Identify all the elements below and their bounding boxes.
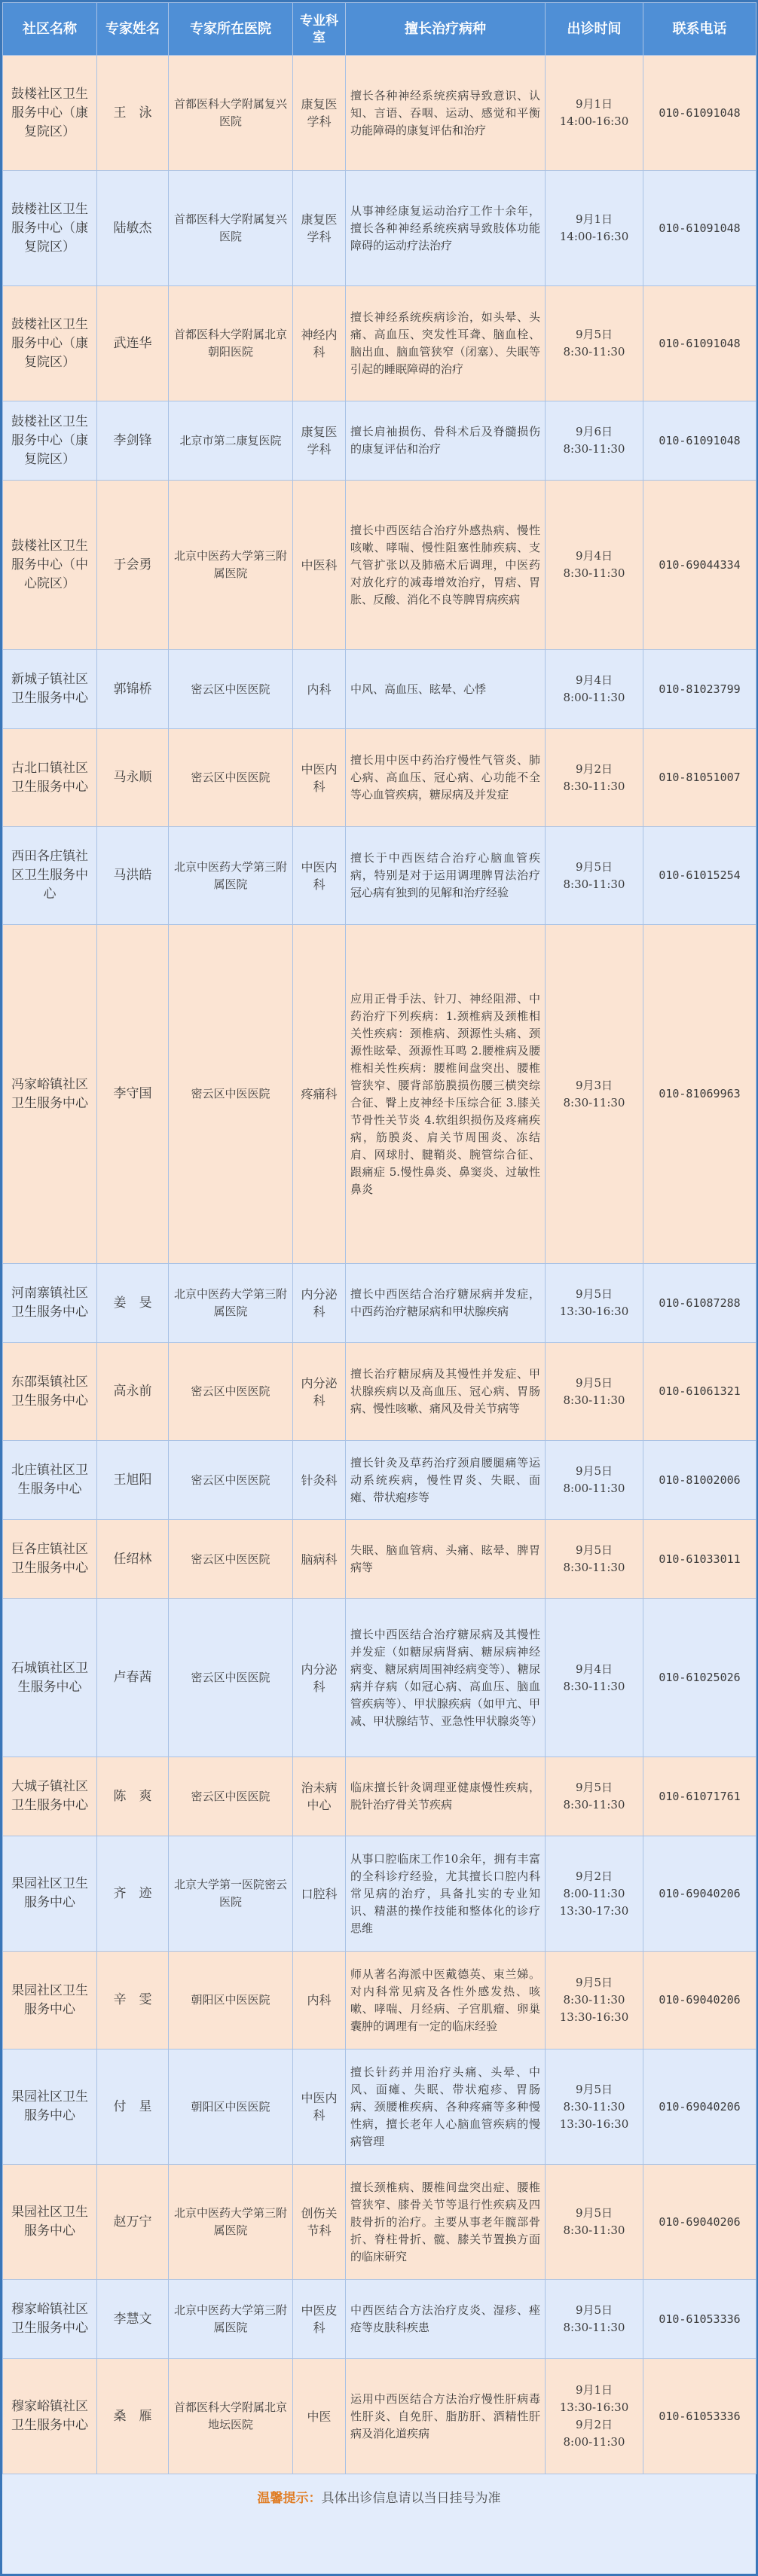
table-row [3, 1952, 756, 2050]
community-cell: 穆家峪镇社区卫生服务中心 [3, 2280, 97, 2359]
phone-cell: 010-81023799 [643, 650, 756, 729]
phone-cell: 010-61091048 [643, 171, 756, 286]
hospital-cell: 北京中医药大学第三附属医院 [169, 2280, 293, 2359]
expert-name-cell: 陈 爽 [97, 1757, 169, 1836]
clinic-time-cell: 9月5日 13:30-16:30 [546, 1264, 643, 1343]
community-cell: 古北口镇社区卫生服务中心 [3, 729, 97, 827]
clinic-time-cell: 9月3日 8:30-11:30 [546, 925, 643, 1264]
tip-text: 具体出诊信息请以当日挂号为准 [321, 2491, 501, 2506]
clinic-time-cell: 9月6日 8:30-11:30 [546, 401, 643, 481]
expert-schedule-table [2, 2, 756, 2474]
department-cell: 针灸科 [293, 1441, 346, 1520]
table-row [3, 481, 756, 650]
header-hospital: 专家所在医院 [169, 3, 293, 56]
clinic-time-cell: 9月5日 8:30-11:30 [546, 286, 643, 401]
hospital-cell: 北京中医药大学第三附属医院 [169, 827, 293, 925]
expert-name-cell: 卢春茜 [97, 1599, 169, 1757]
hospital-cell: 北京大学第一医院密云医院 [169, 1836, 293, 1952]
specialty-cell: 擅长肩袖损伤、骨科术后及脊髓损伤的康复评估和治疗 [346, 401, 546, 481]
community-cell: 新城子镇社区卫生服务中心 [3, 650, 97, 729]
specialty-cell: 擅长各种神经系统疾病导致意识、认知、言语、吞咽、运动、感觉和平衡功能障碍的康复评估和治疗 [346, 56, 546, 171]
hospital-cell: 首都医科大学附属复兴医院 [169, 171, 293, 286]
table-row [3, 925, 756, 1264]
phone-cell: 010-61061321 [643, 1343, 756, 1441]
phone-cell: 010-69040206 [643, 1836, 756, 1952]
specialty-cell: 擅长中西医结合治疗外感热病、慢性咳嗽、哮喘、慢性阻塞性肺疾病、支气管扩张以及肺癌术后调理，中医药对放化疗的减毒增效治疗，胃痞、胃胀、反酸、消化不良等脾胃病疾病 [346, 481, 546, 650]
table-row [3, 2050, 756, 2165]
header-row [3, 3, 756, 56]
table-row [3, 827, 756, 925]
department-cell: 内分泌科 [293, 1264, 346, 1343]
specialty-cell: 失眠、脑血管病、头痛、眩晕、脾胃病等 [346, 1520, 546, 1599]
phone-cell: 010-61091048 [643, 56, 756, 171]
expert-name-cell: 高永前 [97, 1343, 169, 1441]
phone-cell: 010-61091048 [643, 401, 756, 481]
expert-name-cell: 武连华 [97, 286, 169, 401]
clinic-time-cell: 9月5日 8:30-11:30 13:30-16:30 [546, 2050, 643, 2165]
department-cell: 中医科 [293, 481, 346, 650]
expert-name-cell: 桑 雁 [97, 2359, 169, 2474]
phone-cell: 010-69044334 [643, 481, 756, 650]
table-row [3, 1441, 756, 1520]
department-cell: 疼痛科 [293, 925, 346, 1264]
header-dept: 专业科室 [293, 3, 346, 56]
hospital-cell: 朝阳区中医医院 [169, 2050, 293, 2165]
table-row [3, 2280, 756, 2359]
community-cell: 巨各庄镇社区卫生服务中心 [3, 1520, 97, 1599]
department-cell: 中医内科 [293, 729, 346, 827]
clinic-time-cell: 9月5日 8:30-11:30 [546, 2280, 643, 2359]
department-cell: 康复医学科 [293, 401, 346, 481]
specialty-cell: 应用正骨手法、针刀、神经阻滞、中药治疗下列疾病：1.颈椎病及颈椎相关性疾病：颈椎病、颈源性头痛、颈源性眩晕、颈源性耳鸣 2.腰椎病及腰椎相关性疾病：腰椎间盘突出、腰椎管狭窄、腰背部筋膜损伤腰三横突综合征、臀上皮神经卡压综合征 3.膝关节骨性关节炎 4.软组织损伤及疼痛疾病，筋膜炎、肩关节周围炎、冻结肩、网球肘、腱鞘炎、腕管综合征、跟痛症 5.慢性鼻炎、鼻窦炎、过敏性鼻炎 [346, 925, 546, 1264]
clinic-time-cell: 9月1日 14:00-16:30 [546, 56, 643, 171]
hospital-cell: 密云区中医医院 [169, 1520, 293, 1599]
hospital-cell: 密云区中医医院 [169, 1757, 293, 1836]
clinic-time-cell: 9月5日 8:30-11:30 13:30-16:30 [546, 1952, 643, 2050]
table-row [3, 2359, 756, 2474]
community-cell: 鼓楼社区卫生服务中心（康复院区） [3, 286, 97, 401]
department-cell: 内科 [293, 650, 346, 729]
specialty-cell: 擅长中西医结合治疗糖尿病及其慢性并发症（如糖尿病肾病、糖尿病神经病变、糖尿病周围神经病变等）、糖尿病并存病（如冠心病、高血压、脑血管疾病等）、甲状腺疾病（如甲亢、甲减、甲状腺结节、亚急性甲状腺炎等） [346, 1599, 546, 1757]
department-cell: 中医内科 [293, 2050, 346, 2165]
phone-cell: 010-61091048 [643, 286, 756, 401]
community-cell: 果园社区卫生服务中心 [3, 1952, 97, 2050]
expert-name-cell: 王旭阳 [97, 1441, 169, 1520]
expert-name-cell: 齐 迹 [97, 1836, 169, 1952]
table-row [3, 1757, 756, 1836]
clinic-time-cell: 9月2日 8:30-11:30 [546, 729, 643, 827]
community-cell: 冯家峪镇社区卫生服务中心 [3, 925, 97, 1264]
hospital-cell: 北京中医药大学第三附属医院 [169, 2165, 293, 2280]
header-name: 专家姓名 [97, 3, 169, 56]
community-cell: 穆家峪镇社区卫生服务中心 [3, 2359, 97, 2474]
phone-cell: 010-81051007 [643, 729, 756, 827]
community-cell: 果园社区卫生服务中心 [3, 2050, 97, 2165]
expert-name-cell: 付 星 [97, 2050, 169, 2165]
specialty-cell: 临床擅长针灸调理亚健康慢性疾病，脱针治疗骨关节疾病 [346, 1757, 546, 1836]
hospital-cell: 密云区中医医院 [169, 925, 293, 1264]
table-row [3, 286, 756, 401]
hospital-cell: 密云区中医医院 [169, 729, 293, 827]
header-time: 出诊时间 [546, 3, 643, 56]
phone-cell: 010-61053336 [643, 2280, 756, 2359]
hospital-cell: 密云区中医医院 [169, 1343, 293, 1441]
table-row [3, 2165, 756, 2280]
department-cell: 治未病中心 [293, 1757, 346, 1836]
department-cell: 康复医学科 [293, 56, 346, 171]
community-cell: 石城镇社区卫生服务中心 [3, 1599, 97, 1757]
expert-name-cell: 李守国 [97, 925, 169, 1264]
hospital-cell: 首都医科大学附属北京朝阳医院 [169, 286, 293, 401]
expert-name-cell: 马永顺 [97, 729, 169, 827]
expert-name-cell: 王 泳 [97, 56, 169, 171]
expert-name-cell: 郭锦桥 [97, 650, 169, 729]
community-cell: 果园社区卫生服务中心 [3, 2165, 97, 2280]
tip-label: 温馨提示： [257, 2491, 322, 2506]
specialty-cell: 从事神经康复运动治疗工作十余年，擅长各种神经系统疾病导致肢体功能障碍的运动疗法治疗 [346, 171, 546, 286]
expert-name-cell: 陆敏杰 [97, 171, 169, 286]
expert-name-cell: 赵万宁 [97, 2165, 169, 2280]
table-row [3, 56, 756, 171]
hospital-cell: 密云区中医医院 [169, 1599, 293, 1757]
specialty-cell: 运用中西医结合方法治疗慢性肝病毒性肝炎、自免肝、脂肪肝、酒精性肝病及消化道疾病 [346, 2359, 546, 2474]
expert-name-cell: 李剑锋 [97, 401, 169, 481]
specialty-cell: 擅长中西医结合治疗糖尿病并发症，中西药治疗糖尿病和甲状腺疾病 [346, 1264, 546, 1343]
table-row [3, 650, 756, 729]
expert-name-cell: 马洪皓 [97, 827, 169, 925]
hospital-cell: 北京市第二康复医院 [169, 401, 293, 481]
phone-cell: 010-81002006 [643, 1441, 756, 1520]
hospital-cell: 首都医科大学附属北京地坛医院 [169, 2359, 293, 2474]
expert-name-cell: 任绍林 [97, 1520, 169, 1599]
phone-cell: 010-69040206 [643, 1952, 756, 2050]
table-row [3, 1343, 756, 1441]
community-cell: 河南寨镇社区卫生服务中心 [3, 1264, 97, 1343]
header-phone: 联系电话 [643, 3, 756, 56]
clinic-time-cell: 9月4日 8:30-11:30 [546, 1599, 643, 1757]
expert-name-cell: 于会勇 [97, 481, 169, 650]
expert-name-cell: 姜 旻 [97, 1264, 169, 1343]
department-cell: 中医皮科 [293, 2280, 346, 2359]
expert-name-cell: 辛 雯 [97, 1952, 169, 2050]
department-cell: 内分泌科 [293, 1599, 346, 1757]
community-cell: 北庄镇社区卫生服务中心 [3, 1441, 97, 1520]
phone-cell: 010-61033011 [643, 1520, 756, 1599]
table-row [3, 1520, 756, 1599]
specialty-cell: 中西医结合方法治疗皮炎、湿疹、痤疮等皮肤科疾患 [346, 2280, 546, 2359]
specialty-cell: 擅长针药并用治疗头痛、头晕、中风、面瘫、失眠、带状疱疹、胃肠病、颈腰椎疾病、各种疼痛等多种慢性病，擅长老年人心脑血管疾病的慢病管理 [346, 2050, 546, 2165]
expert-name-cell: 李慧文 [97, 2280, 169, 2359]
phone-cell: 010-61015254 [643, 827, 756, 925]
phone-cell: 010-61053336 [643, 2359, 756, 2474]
clinic-time-cell: 9月5日 8:30-11:30 [546, 1520, 643, 1599]
table-row [3, 1264, 756, 1343]
header-specialty: 擅长治疗病种 [346, 3, 546, 56]
clinic-time-cell: 9月1日 13:30-16:30 9月2日 8:00-11:30 [546, 2359, 643, 2474]
phone-cell: 010-69040206 [643, 2050, 756, 2165]
hospital-cell: 密云区中医医院 [169, 1441, 293, 1520]
community-cell: 鼓楼社区卫生服务中心（中心院区） [3, 481, 97, 650]
community-cell: 东邵渠镇社区卫生服务中心 [3, 1343, 97, 1441]
phone-cell: 010-61071761 [643, 1757, 756, 1836]
table-row [3, 1599, 756, 1757]
specialty-cell: 擅长颈椎病、腰椎间盘突出症、腰椎管狭窄、膝骨关节等退行性疾病及四肢骨折的治疗。主要从事老年髋部骨折、脊柱骨折、髋、膝关节置换方面的临床研究 [346, 2165, 546, 2280]
phone-cell: 010-61025026 [643, 1599, 756, 1757]
clinic-time-cell: 9月4日 8:00-11:30 [546, 650, 643, 729]
specialty-cell: 从事口腔临床工作10余年，拥有丰富的全科诊疗经验，尤其擅长口腔内科常见病的治疗，具备扎实的专业知识、精湛的操作技能和整体化的诊疗思维 [346, 1836, 546, 1952]
table-row [3, 401, 756, 481]
clinic-time-cell: 9月5日 8:30-11:30 [546, 2165, 643, 2280]
clinic-time-cell: 9月5日 8:30-11:30 [546, 1343, 643, 1441]
specialty-cell: 擅长针灸及草药治疗颈肩腰腿痛等运动系统疾病，慢性胃炎、失眠、面瘫、带状疱疹等 [346, 1441, 546, 1520]
header-community: 社区名称 [3, 3, 97, 56]
clinic-time-cell: 9月2日 8:00-11:30 13:30-17:30 [546, 1836, 643, 1952]
community-cell: 大城子镇社区卫生服务中心 [3, 1757, 97, 1836]
clinic-time-cell: 9月5日 8:30-11:30 [546, 1757, 643, 1836]
specialty-cell: 擅长神经系统疾病诊治，如头晕、头痛、高血压、突发性耳聋、脑血栓、脑出血、脑血管狭窄（闭塞）、失眠等引起的睡眠障碍的治疗 [346, 286, 546, 401]
department-cell: 内分泌科 [293, 1343, 346, 1441]
department-cell: 神经内科 [293, 286, 346, 401]
footer-tip [2, 2474, 756, 2523]
clinic-time-cell: 9月5日 8:30-11:30 [546, 827, 643, 925]
community-cell: 西田各庄镇社区卫生服务中心 [3, 827, 97, 925]
hospital-cell: 密云区中医医院 [169, 650, 293, 729]
hospital-cell: 北京中医药大学第三附属医院 [169, 481, 293, 650]
phone-cell: 010-81069963 [643, 925, 756, 1264]
specialty-cell: 擅长治疗糖尿病及其慢性并发症、甲状腺疾病以及高血压、冠心病、胃肠病、慢性咳嗽、痛风及骨关节病等 [346, 1343, 546, 1441]
department-cell: 创伤关节科 [293, 2165, 346, 2280]
hospital-cell: 朝阳区中医医院 [169, 1952, 293, 2050]
hospital-cell: 首都医科大学附属复兴医院 [169, 56, 293, 171]
phone-cell: 010-61087288 [643, 1264, 756, 1343]
specialty-cell: 擅长于中西医结合治疗心脑血管疾病，特别是对于运用调理脾胃法治疗冠心病有独到的见解和治疗经验 [346, 827, 546, 925]
clinic-time-cell: 9月4日 8:30-11:30 [546, 481, 643, 650]
table-row [3, 1836, 756, 1952]
table-row [3, 729, 756, 827]
department-cell: 口腔科 [293, 1836, 346, 1952]
department-cell: 脑病科 [293, 1520, 346, 1599]
department-cell: 中医 [293, 2359, 346, 2474]
specialty-cell: 师从著名海派中医戴德英、束兰娣。对内科常见病及各性外感发热、咳嗽、哮喘、月经病、子宫肌瘤、卵巢囊肿的调理有一定的临床经验 [346, 1952, 546, 2050]
department-cell: 康复医学科 [293, 171, 346, 286]
clinic-time-cell: 9月1日 14:00-16:30 [546, 171, 643, 286]
department-cell: 内科 [293, 1952, 346, 2050]
table-row [3, 171, 756, 286]
specialty-cell: 中风、高血压、眩晕、心悸 [346, 650, 546, 729]
community-cell: 果园社区卫生服务中心 [3, 1836, 97, 1952]
clinic-time-cell: 9月5日 8:00-11:30 [546, 1441, 643, 1520]
community-cell: 鼓楼社区卫生服务中心（康复院区） [3, 401, 97, 481]
hospital-cell: 北京中医药大学第三附属医院 [169, 1264, 293, 1343]
phone-cell: 010-69040206 [643, 2165, 756, 2280]
community-cell: 鼓楼社区卫生服务中心（康复院区） [3, 171, 97, 286]
specialty-cell: 擅长用中医中药治疗慢性气管炎、肺心病、高血压、冠心病、心功能不全等心血管疾病，糖尿病及并发症 [346, 729, 546, 827]
community-cell: 鼓楼社区卫生服务中心（康复院区） [3, 56, 97, 171]
department-cell: 中医内科 [293, 827, 346, 925]
